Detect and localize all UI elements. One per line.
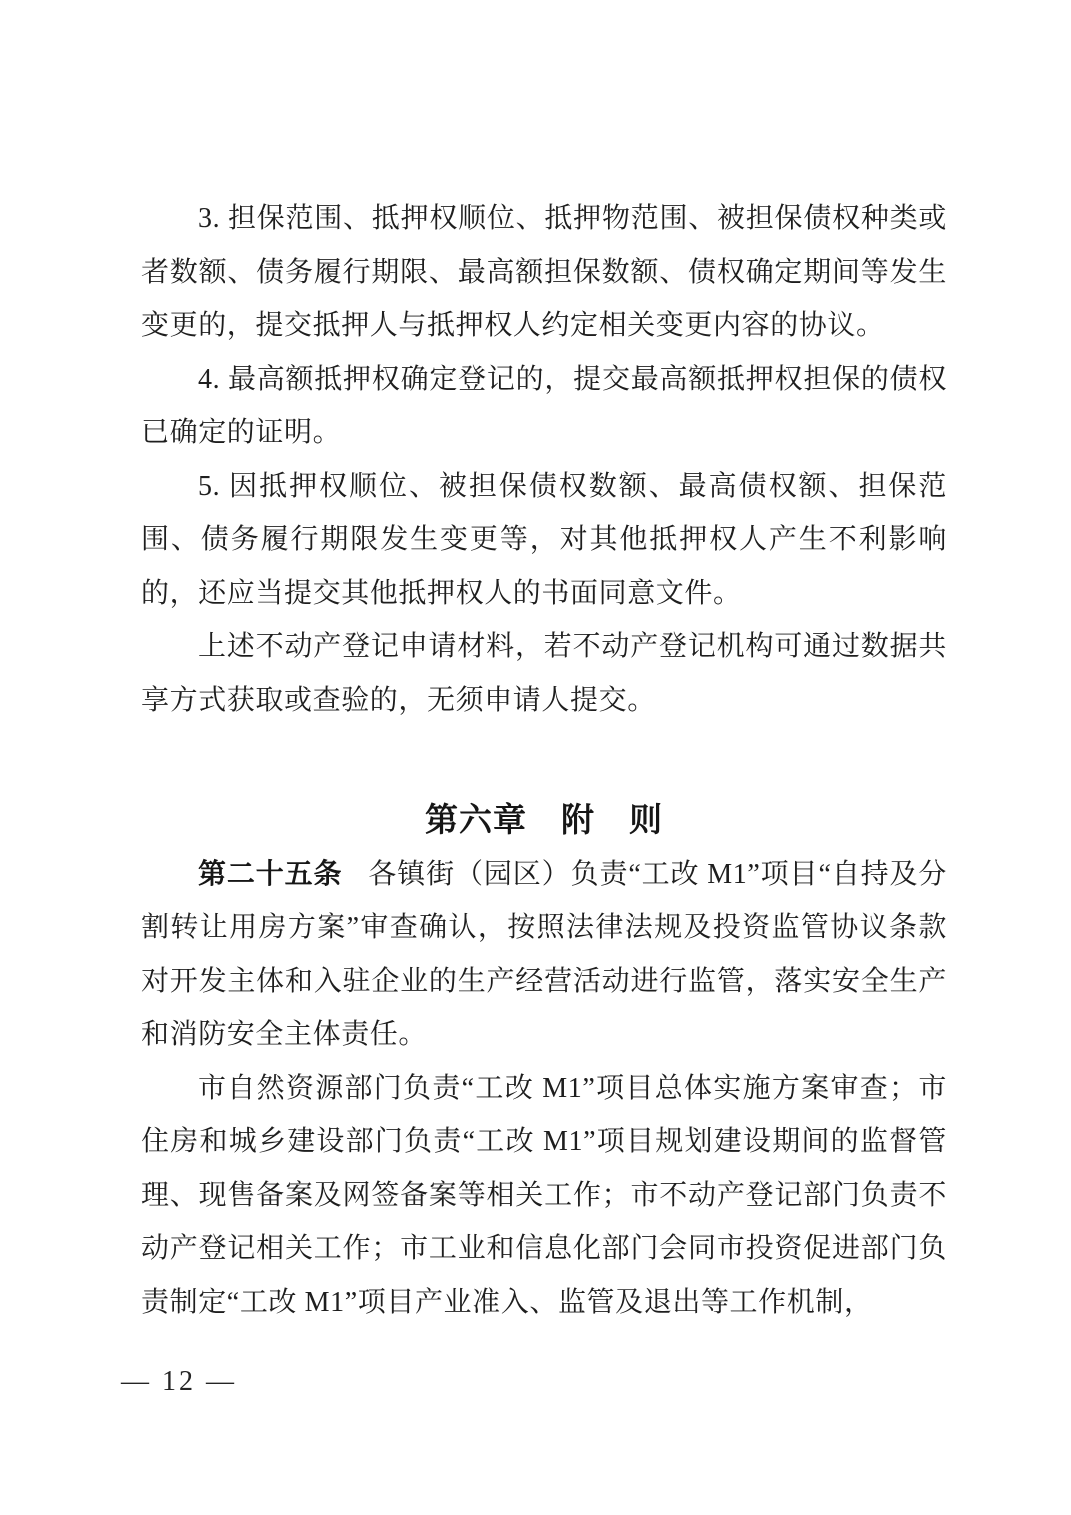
- paragraph-item-4: 4. 最高额抵押权确定登记的，提交最高额抵押权担保的债权已确定的证明。: [141, 363, 947, 448]
- chapter-heading: 第六章 附 则: [425, 801, 663, 838]
- article-25-label: 第二十五条: [198, 857, 343, 889]
- article-25-body: 各镇街（园区）负责“工改 M1”项目“自持及分割转让用房方案”审查确认，按照法律法规及投资监管协议条款对开发主体和入驻企业的生产经营活动进行监管，落实安全生产和消防安全主体责任。: [141, 858, 947, 1050]
- page-number: — 12 —: [121, 1366, 237, 1397]
- paragraph-data-sharing-note: 上述不动产登记申请材料，若不动产登记机构可通过数据共享方式获取或查验的，无须申请人提交。: [141, 631, 947, 716]
- paragraph-item-3: 3. 担保范围、抵押权顺位、抵押物范围、被担保债权种类或者数额、债务履行期限、最高额担保数额、债权确定期间等发生变更的，提交抵押人与抵押权人约定相关变更内容的协议。: [141, 203, 947, 341]
- paragraph-item-5: 5. 因抵押权顺位、被担保债权数额、最高债权额、担保范围、债务履行期限发生变更等，对其他抵押权人产生不利影响的，还应当提交其他抵押权人的书面同意文件。: [141, 470, 947, 609]
- document-body: [141, 192, 947, 1329]
- paragraph-departments-responsibilities: 市自然资源部门负责“工改 M1”项目总体实施方案审查；市住房和城乡建设部门负责“工改 M1”项目规划建设期间的监督管理、现售备案及网签备案等相关工作；市不动产登记部门负责不动产登记相关工作；市工业和信息化部门会同市投资促进部门负责制定“工改 M1”项目产业准入、监管及退出等工作机制，: [141, 1072, 947, 1318]
- paragraph-article-25: [141, 847, 947, 1062]
